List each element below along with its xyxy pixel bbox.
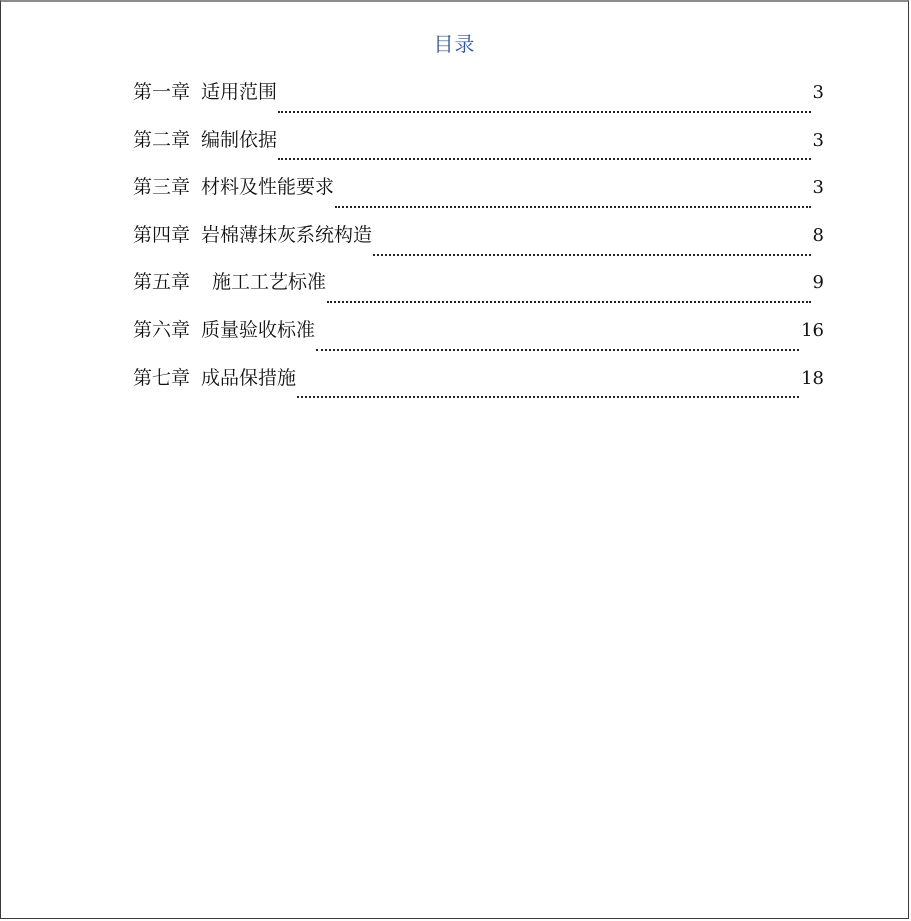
dot-leader — [327, 281, 811, 303]
chapter-number: 第七章 — [133, 366, 191, 389]
dot-leader — [335, 186, 811, 208]
chapter-title: 材料及性能要求 — [201, 176, 335, 199]
page-number: 16 — [801, 319, 824, 341]
chapter-title: 适用范围 — [201, 81, 278, 103]
dot-leader — [373, 234, 811, 256]
page-number: 18 — [801, 367, 824, 389]
chapter-number: 第四章 — [133, 223, 191, 246]
chapter-number: 第二章 — [133, 128, 191, 151]
toc-entry-1[interactable] — [133, 76, 824, 124]
chapter-title: 施工工艺标准 — [212, 271, 327, 294]
dot-leader — [278, 91, 811, 113]
chapter-title: 质量验收标准 — [201, 318, 316, 341]
chapter-title: 成品保措施 — [201, 366, 297, 389]
page-number: 3 — [812, 129, 824, 151]
page-number: 3 — [812, 82, 824, 103]
toc-entry-4[interactable] — [133, 219, 824, 267]
dot-leader — [316, 329, 799, 351]
toc-entry-2[interactable] — [133, 124, 824, 172]
table-of-contents — [133, 76, 824, 409]
toc-entry-3[interactable] — [133, 171, 824, 219]
toc-entry-7[interactable] — [133, 362, 824, 410]
dot-leader — [278, 138, 811, 160]
chapter-number: 第一章 — [133, 81, 191, 103]
page-number: 3 — [812, 177, 824, 199]
chapter-number: 第五章 — [133, 271, 191, 294]
toc-title: 目录 — [433, 32, 476, 56]
chapter-number: 第六章 — [133, 318, 191, 341]
chapter-number: 第三章 — [133, 176, 191, 199]
chapter-title: 编制依据 — [201, 128, 278, 151]
toc-entry-5[interactable] — [133, 266, 824, 314]
chapter-title: 岩棉薄抹灰系统构造 — [201, 223, 373, 246]
page-number: 9 — [812, 272, 824, 294]
dot-leader — [297, 376, 799, 398]
toc-entry-6[interactable] — [133, 314, 824, 362]
page-number: 8 — [812, 224, 824, 246]
